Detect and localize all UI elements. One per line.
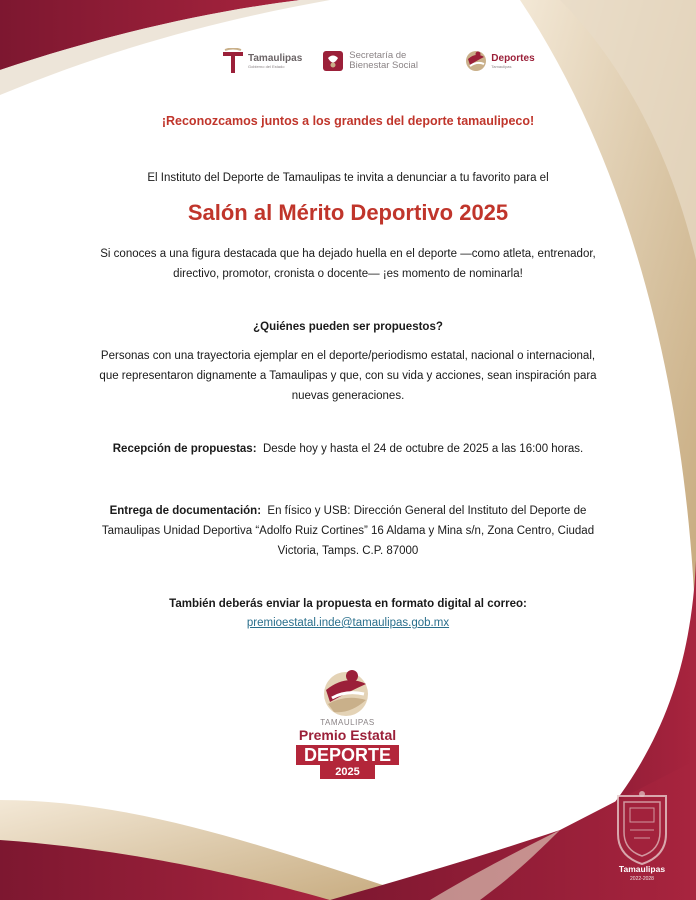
premio-emblem-icon (318, 668, 374, 718)
digital-instruction: También deberás enviar la propuesta en formato digital al correo: (169, 598, 527, 610)
seal-years: 2022-2028 (630, 876, 654, 882)
recepcion-line (60, 443, 636, 455)
premio-title: Premio Estatal (298, 727, 397, 743)
logo1-name: Tamaulipas (248, 52, 303, 64)
entrega-block (98, 501, 598, 561)
bienestar-emblem-icon (322, 50, 344, 72)
slogan: ¡Reconozcamos juntos a los grandes del deporte tamaulipeco! (161, 114, 535, 128)
seal-name: Tamaulipas (618, 864, 666, 874)
intro-text: El Instituto del Deporte de Tamaulipas te invita a denunciar a tu favorito para el (147, 172, 549, 184)
quienes-text: Personas con una trayectoria ejemplar en el deporte/periodismo estatal, nacional o internacional, que representaron dignamente a Tamaulipas y que, con su vida y acciones, sean inspiración para nuevas generaciones. (99, 350, 597, 402)
deportes-emblem-icon (465, 49, 487, 73)
entrega-label: Entrega de documentación: (109, 505, 262, 517)
quienes-heading: ¿Quiénes pueden ser propuestos? (253, 321, 443, 333)
bienestar-social-logo (322, 50, 445, 72)
logo3-sub: Tamaulipas (491, 64, 512, 69)
logo2-text: Secretaría de Bienestar Social (349, 50, 418, 71)
recepcion-text: Desde hoy y hasta el 24 de octubre de 2025 a las 16:00 horas. (262, 443, 584, 455)
premio-year: 2025 (320, 765, 375, 779)
logo1-sub: Gobierno del Estado (248, 63, 285, 69)
nomination-paragraph: Si conoces a una figura destacada que ha dejado huella en el deporte —como atleta, entrenador, directivo, promotor, cronista o docente— ¡es momento de nominarla! (100, 248, 596, 280)
tamaulipas-t-icon (222, 48, 244, 74)
premio-state: TAMAULIPAS (320, 718, 375, 727)
entrega-text: En físico y USB: Dirección General del Instituto del Deporte de Tamaulipas Unidad Deportiva “Adolfo Ruiz Cortines” 16 Aldama y Mina s/n, Zona Centro, Ciudad Victoria, Tamps. C.P. 87000 (101, 505, 595, 557)
recepcion-label: Recepción de propuestas: (112, 443, 257, 455)
email-link[interactable]: premioestatal.inde@tamaulipas.gob.mx (246, 617, 450, 629)
deportes-logo (465, 49, 534, 73)
premio-estatal-logo (290, 668, 405, 788)
header-logos (222, 44, 535, 78)
logo3-name: Deportes (491, 53, 535, 64)
tamaulipas-government-logo (222, 48, 302, 74)
page-title: Salón al Mérito Deportivo 2025 (187, 200, 509, 225)
premio-badge: DEPORTE (296, 745, 399, 765)
